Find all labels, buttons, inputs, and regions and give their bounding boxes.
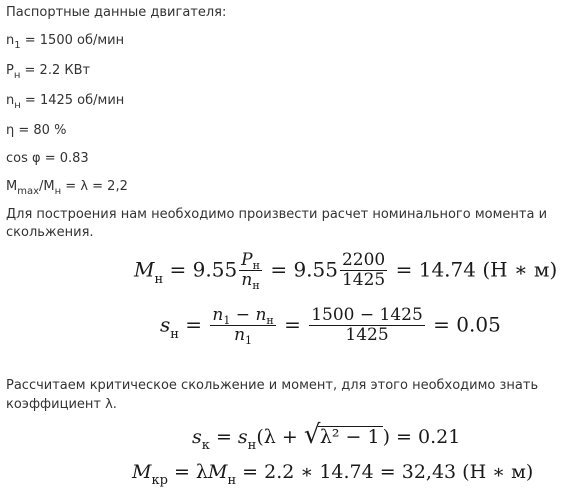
- eq-subscript: н: [247, 438, 257, 453]
- fraction-denominator: $n_1$: [234, 324, 253, 347]
- paragraph-line: скольжения.: [6, 225, 94, 240]
- eq-result: = 0.05: [433, 312, 501, 337]
- param-efficiency: η = 80 %: [6, 123, 67, 138]
- param-value: = 2.2 КВт: [20, 63, 91, 78]
- eq-operator: =: [215, 426, 232, 448]
- equation-nominal-slip: [160, 307, 501, 345]
- param-value: = 1500 об/мин: [20, 33, 125, 48]
- radical-sign: √: [303, 420, 321, 450]
- eq-result: = 2.2 ∗ 14.74 = 32,43 (Н ∗ м): [242, 461, 534, 483]
- fraction-numerator: $n_1 - n_н$: [212, 305, 274, 327]
- eq-lhs-symbol: s: [160, 312, 171, 337]
- param-symbol: n: [6, 33, 15, 48]
- param-value: = 1425 об/мин: [20, 93, 125, 108]
- eq-result: = 14.74 (Н ∗ м): [395, 257, 558, 282]
- paragraph-line: Для построения нам необходимо произвести расчет номинального момента и: [6, 207, 548, 222]
- param-symbol: M: [6, 179, 18, 194]
- fraction-denominator: 1425: [341, 269, 386, 290]
- eq-result: = 0.21: [396, 426, 461, 448]
- section-title: Паспортные данные двигателя:: [6, 5, 227, 20]
- eq-paren-close: ): [382, 426, 390, 448]
- param-value: = λ = 2,2: [61, 179, 128, 194]
- fraction-p-over-n: [239, 252, 262, 290]
- eq-operator: =: [185, 312, 203, 337]
- equation-critical-torque: [132, 461, 534, 488]
- eq-lhs-subscript: к: [201, 438, 210, 453]
- param-n1: [6, 33, 125, 51]
- eq-operator: = 9.55: [270, 257, 338, 282]
- param-subscript: н: [54, 186, 62, 197]
- param-cos-phi: cos φ = 0.83: [6, 151, 89, 166]
- param-subscript: 1: [14, 40, 21, 51]
- param-subscript: н: [14, 100, 21, 111]
- param-nn: [6, 93, 125, 111]
- eq-lhs-symbol: M: [132, 461, 152, 483]
- fraction-slip-numeric: [309, 307, 425, 345]
- eq-operator: =: [284, 312, 301, 337]
- fraction-numerator: 1500 − 1425: [311, 305, 423, 325]
- fraction-slip-symbolic: [210, 307, 275, 345]
- eq-lhs-symbol: M: [134, 257, 155, 282]
- paragraph-line: Рассчитаем критическое скольжение и момент, для этого необходимо знать: [6, 378, 539, 393]
- param-power: [6, 63, 91, 81]
- param-symbol: P: [6, 63, 14, 78]
- eq-symbol: M: [207, 461, 228, 483]
- fraction-numeric: [340, 252, 387, 290]
- eq-lhs-symbol: s: [192, 426, 202, 448]
- eq-lhs-subscript: н: [170, 326, 179, 342]
- radicand: λ² − 1: [318, 426, 383, 449]
- eq-operator: = λ: [173, 461, 208, 483]
- eq-symbol: s: [237, 426, 248, 448]
- param-symbol: /M: [39, 179, 55, 194]
- param-symbol: n: [6, 93, 15, 108]
- eq-lhs-subscript: кр: [151, 473, 168, 488]
- equation-critical-slip: [192, 420, 461, 453]
- param-lambda: [6, 179, 128, 197]
- eq-lhs-subscript: н: [154, 271, 164, 287]
- paragraph-line: коэффициент λ.: [6, 397, 117, 412]
- param-subscript: н: [13, 70, 21, 81]
- eq-paren-open: (λ +: [256, 426, 304, 448]
- square-root: [303, 420, 383, 450]
- equation-nominal-torque: [134, 252, 557, 290]
- eq-operator: = 9.55: [169, 257, 238, 282]
- fraction-numerator: $P_н$: [241, 250, 260, 272]
- eq-subscript: н: [227, 473, 237, 488]
- fraction-denominator: $n_н$: [241, 269, 260, 292]
- param-subscript: max: [17, 186, 40, 197]
- fraction-denominator: 1425: [345, 324, 389, 345]
- fraction-numerator: 2200: [341, 250, 386, 270]
